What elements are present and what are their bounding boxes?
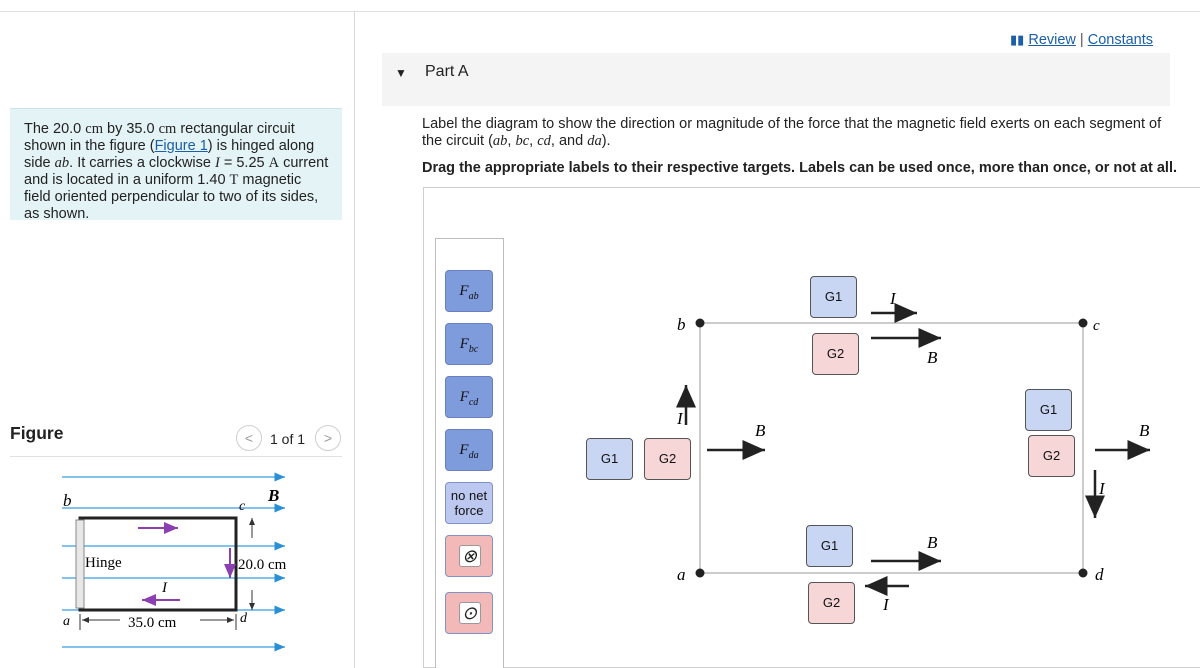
review-constants-bar <box>1010 32 1153 48</box>
top-divider <box>0 11 1200 12</box>
hinge <box>76 520 84 608</box>
variable: ab <box>54 155 70 171</box>
problem-text: current and is located in a uniform 1.40 <box>24 155 329 188</box>
field-label-bottom: B <box>927 533 938 552</box>
current-label-left: I <box>677 409 683 428</box>
field-label: B <box>268 486 280 505</box>
label-no-net-force[interactable]: no net force <box>445 482 493 524</box>
problem-text: = 5.25 <box>219 155 269 171</box>
corner-label-d: d <box>240 611 247 626</box>
force-symbol: F <box>459 336 469 352</box>
diagram-arrows <box>686 313 1150 586</box>
target-cd-g2[interactable]: G2 <box>1028 435 1075 477</box>
field-label-left: B <box>755 421 766 440</box>
force-symbol: F <box>459 283 469 299</box>
target-ab-g1[interactable]: G1 <box>586 438 633 480</box>
segment-name: da <box>587 133 602 149</box>
current-label-bottom: I <box>883 595 889 614</box>
target-da-g1[interactable]: G1 <box>806 525 853 567</box>
current-label-top: I <box>890 289 896 308</box>
problem-statement <box>10 108 342 220</box>
target-cd-g1[interactable]: G1 <box>1025 389 1072 431</box>
review-link[interactable]: Review <box>1028 32 1076 48</box>
corner-label-c: c <box>239 499 246 514</box>
problem-text: by 35.0 <box>102 121 159 137</box>
height-label: 20.0 cm <box>238 557 287 573</box>
previous-figure-button[interactable]: < <box>236 425 262 451</box>
figure-heading: Figure <box>10 423 64 443</box>
corner-dot-a <box>696 569 705 578</box>
label-force-ab[interactable] <box>445 270 493 312</box>
unit: A <box>268 155 280 171</box>
target-ab-g2[interactable]: G2 <box>644 438 691 480</box>
current-label-right: I <box>1099 479 1105 498</box>
separator: , and <box>550 133 588 149</box>
corner-label-b: b <box>63 491 72 510</box>
figure-link[interactable]: Figure 1 <box>154 138 208 154</box>
figure-counter: 1 of 1 <box>270 431 306 447</box>
separator: , <box>529 133 538 149</box>
segment-name: cd <box>537 133 551 149</box>
part-title: Part A <box>425 63 469 80</box>
problem-text: magnetic field oriented perpendicular to two of its sides, as shown. <box>24 172 319 222</box>
question-body: ). <box>601 133 611 149</box>
question-text <box>422 116 1182 150</box>
force-subscript: cd <box>468 397 479 408</box>
segment-name: ab <box>492 133 508 149</box>
field-label-top: B <box>927 348 938 367</box>
corner-dot-c <box>1079 319 1088 328</box>
unit: cm <box>85 121 103 137</box>
force-subscript: bc <box>468 344 479 355</box>
question-body: Label the diagram to show the direction or magnitude of the force that the magnetic field exerts on each segment of the circuit ( <box>422 116 1162 149</box>
corner-label-a: a <box>63 614 70 629</box>
variable: I <box>214 155 220 171</box>
label-force-bc[interactable] <box>445 323 493 365</box>
label-force-da[interactable] <box>445 429 493 471</box>
column-divider <box>354 11 355 668</box>
force-subscript: ab <box>468 291 479 302</box>
label-out-of-page[interactable] <box>445 592 493 634</box>
book-icon: ▮▮ <box>1010 32 1025 47</box>
question-instruction: Drag the appropriate labels to their respective targets. Labels can be used once, more than once, or not at all. <box>422 160 1178 176</box>
label-into-page[interactable] <box>445 535 493 577</box>
diagram-label-c: c <box>1093 318 1100 334</box>
problem-text: . It carries a clockwise <box>69 155 215 171</box>
into-page-glyph: ⊗ <box>462 546 478 566</box>
out-of-page-glyph: ⊙ <box>462 603 478 623</box>
segment-name: bc <box>515 133 530 149</box>
circuit-rectangle <box>700 323 1083 573</box>
width-label: 35.0 cm <box>128 615 177 631</box>
field-label-right: B <box>1139 421 1150 440</box>
target-da-g2[interactable]: G2 <box>808 582 855 624</box>
unit: T <box>229 172 239 188</box>
constants-link[interactable]: Constants <box>1087 32 1154 48</box>
corner-dot-d <box>1079 569 1088 578</box>
target-bc-g1[interactable]: G1 <box>810 276 857 318</box>
current-label: I <box>162 580 167 596</box>
link-separator: | <box>1079 32 1084 48</box>
hinge-label: Hinge <box>85 555 122 571</box>
force-symbol: F <box>459 442 469 458</box>
force-subscript: da <box>468 450 479 461</box>
into-page-icon <box>459 545 481 567</box>
corner-dot-b <box>696 319 705 328</box>
problem-text: The 20.0 <box>24 121 86 137</box>
out-of-page-icon <box>459 602 481 624</box>
figure-divider <box>10 456 342 457</box>
diagram-label-a: a <box>677 565 686 584</box>
problem-text: rectangular circuit shown in the figure ( <box>24 121 295 154</box>
force-symbol: F <box>459 389 469 405</box>
label-force-cd[interactable] <box>445 376 493 418</box>
unit: cm <box>158 121 177 137</box>
target-bc-g2[interactable]: G2 <box>812 333 859 375</box>
diagram-label-d: d <box>1095 565 1104 584</box>
collapse-triangle-icon[interactable]: ▼ <box>395 66 407 80</box>
problem-text: ) is hinged along side <box>24 138 315 171</box>
separator: , <box>507 133 516 149</box>
diagram-label-b: b <box>677 315 686 334</box>
circuit-figure <box>40 470 340 668</box>
next-figure-button[interactable]: > <box>315 425 341 451</box>
part-header[interactable] <box>382 53 1170 106</box>
